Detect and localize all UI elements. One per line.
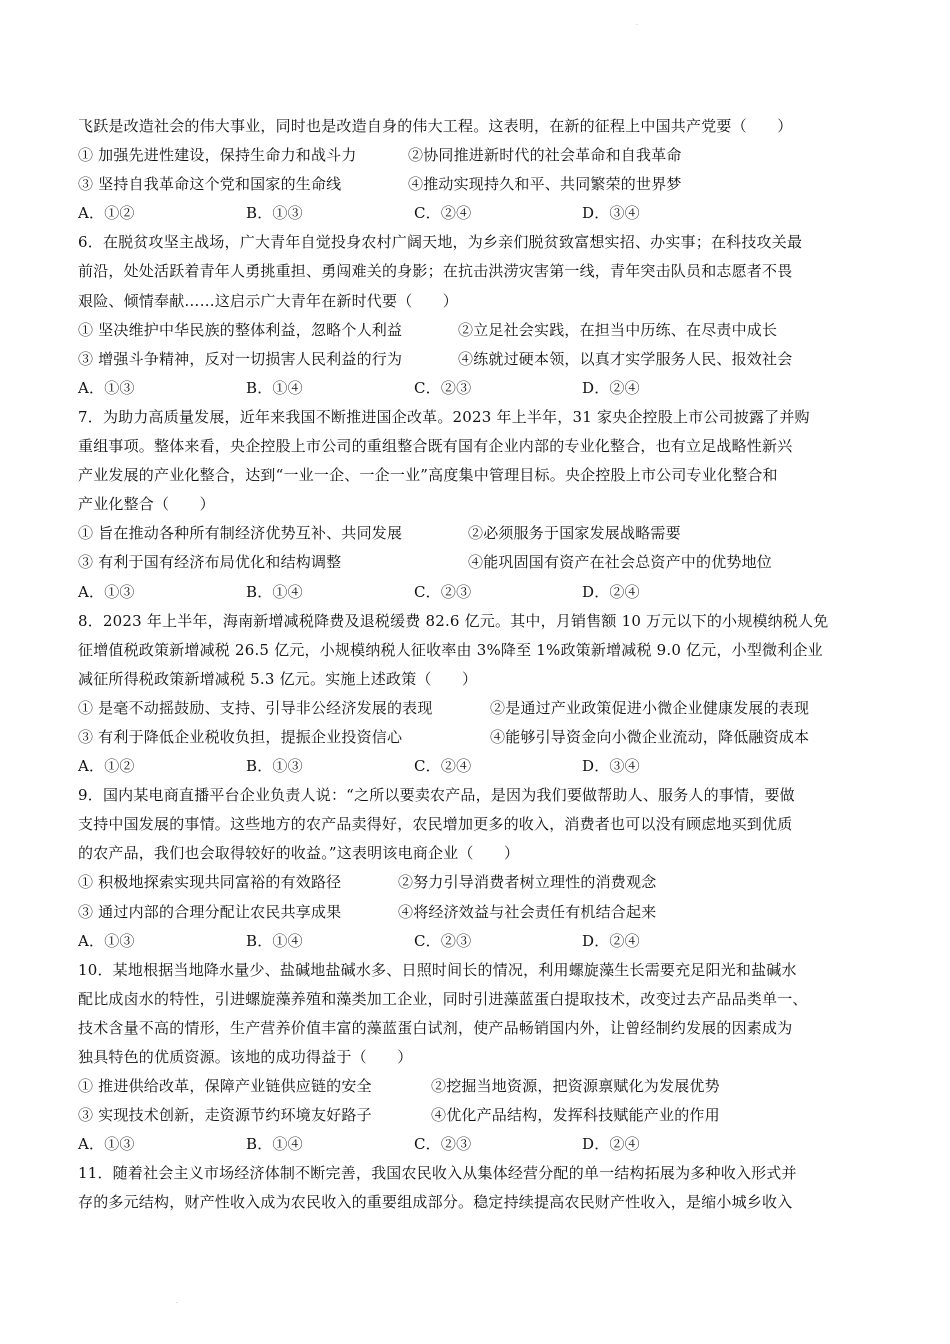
option-1[interactable]: ① 坚决维护中华民族的整体利益，忽略个人利益 — [78, 320, 403, 339]
question-5-options-row-2 — [78, 170, 878, 199]
answer-a[interactable]: A．①② — [78, 757, 135, 776]
question-6-stem-line: 艰险、倾情奉献……这启示广大青年在新时代要（ ） — [78, 291, 459, 310]
option-4[interactable]: ④推动实现持久和平、共同繁荣的世界梦 — [408, 175, 682, 194]
answer-d[interactable]: D．②④ — [582, 378, 640, 397]
answer-d[interactable]: D．③④ — [582, 204, 640, 223]
option-2[interactable]: ②挖掘当地资源，把资源禀赋化为发展优势 — [431, 1077, 720, 1096]
answer-d[interactable]: D．②④ — [582, 582, 640, 601]
question-10-answers — [78, 1130, 878, 1159]
option-1[interactable]: ① 是毫不动摇鼓励、支持、引导非公经济发展的表现 — [78, 698, 433, 717]
question-5-answers — [78, 199, 878, 228]
question-content — [78, 112, 878, 1218]
page-mark-top: · — [636, 22, 638, 29]
question-8-stem-line: 减征所得税政策新增减税 5.3 亿元。实施上述政策（ ） — [78, 669, 478, 688]
question-7-options-row-2 — [78, 548, 878, 577]
question-7-stem-line: 产业化整合（ ） — [78, 495, 215, 514]
question-7-stem-line: 重组事项。整体来看，央企控股上市公司的重组整合既有国有企业内部的专业化整合，也有立足战略性新兴 — [78, 437, 793, 456]
question-9-stem-line: 支持中国发展的事情。这些地方的农产品卖得好，农民增加更多的收入，消费者也可以没有顾虑地买到优质 — [78, 815, 793, 834]
answer-a[interactable]: A．①③ — [78, 1135, 135, 1154]
answer-a[interactable]: A．①③ — [78, 582, 135, 601]
answer-c[interactable]: C．②③ — [414, 378, 472, 397]
question-6-stem-line: 6．在脱贫攻坚主战场，广大青年自觉投身农村广阔天地，为乡亲们脱贫致富想实招、办实事；在科技攻关最 — [78, 233, 803, 252]
option-4[interactable]: ④练就过硬本领，以真才实学服务人民、报效社会 — [458, 349, 793, 368]
answer-b[interactable]: B．①③ — [246, 757, 303, 776]
question-8-stem-line: 8．2023 年上半年，海南新增减税降费及退税缓费 82.6 亿元。其中，月销售额 10 万元以下的小规模纳税人免 — [78, 611, 829, 630]
question-6-stem-line: 前沿，处处活跃着青年人勇挑重担、勇闯难关的身影；在抗击洪涝灾害第一线，青年突击队员和志愿者不畏 — [78, 262, 793, 281]
question-8-options-row-1 — [78, 694, 878, 723]
question-7-options-row-1 — [78, 519, 878, 548]
question-7-stem-line: 7．为助力高质量发展，近年来我国不断推进国企改革。2023 年上半年，31 家央企控股上市公司披露了并购 — [78, 407, 810, 426]
option-3[interactable]: ③ 有利于降低企业税收负担，提振企业投资信心 — [78, 727, 403, 746]
option-4[interactable]: ④能巩固国有资产在社会总资产中的优势地位 — [468, 553, 773, 572]
answer-c[interactable]: C．②③ — [414, 582, 472, 601]
option-1[interactable]: ① 积极地探索实现共同富裕的有效路径 — [78, 873, 342, 892]
answer-b[interactable]: B．①④ — [246, 582, 303, 601]
option-1[interactable]: ① 加强先进性建设，保持生命力和战斗力 — [78, 146, 357, 165]
answer-d[interactable]: D．②④ — [582, 931, 640, 950]
question-7-answers — [78, 578, 878, 607]
page-mark-bottom: · — [176, 1300, 178, 1307]
question-6-options-row-1 — [78, 316, 878, 345]
option-4[interactable]: ④优化产品结构，发挥科技赋能产业的作用 — [431, 1106, 720, 1125]
question-10-options-row-2 — [78, 1101, 878, 1130]
question-7-stem-line: 产业发展的产业化整合，达到“一业一企、一企一业”高度集中管理目标。央企控股上市公司专业化整合和 — [78, 466, 778, 485]
question-9-stem-line: 9．国内某电商直播平台企业负责人说：“之所以要卖农产品，是因为我们要做帮助人、服务人的事情，要做 — [78, 786, 795, 805]
question-10-stem-line: 配比成卤水的特性，引进螺旋藻养殖和藻类加工企业，同时引进藻蓝蛋白提取技术，改变过去产品品类单一、 — [78, 989, 808, 1008]
answer-b[interactable]: B．①④ — [246, 378, 303, 397]
answer-a[interactable]: A．①③ — [78, 378, 135, 397]
question-6-options-row-2 — [78, 345, 878, 374]
question-8-stem-line: 征增值税政策新增减税 26.5 亿元，小规模纳税人征收率由 3%降至 1%政策新增减税 9.0 亿元，小型微利企业 — [78, 640, 823, 659]
question-11-stem-line: 存的多元结构，财产性收入成为农民收入的重要组成部分。稳定持续提高农民财产性收入，是缩小城乡收入 — [78, 1193, 793, 1212]
option-3[interactable]: ③ 有利于国有经济布局优化和结构调整 — [78, 553, 342, 572]
option-2[interactable]: ②是通过产业政策促进小微企业健康发展的表现 — [490, 698, 810, 717]
option-4[interactable]: ④将经济效益与社会责任有机结合起来 — [398, 902, 657, 921]
option-3[interactable]: ③ 实现技术创新，走资源节约环境友好路子 — [78, 1106, 372, 1125]
question-5-options-row-1 — [78, 141, 878, 170]
question-9-stem-line: 的农产品，我们也会取得较好的收益。”这表明该电商企业（ ） — [78, 844, 520, 863]
option-3[interactable]: ③ 增强斗争精神，反对一切损害人民利益的行为 — [78, 349, 403, 368]
question-10-stem-line: 独具特色的优质资源。该地的成功得益于（ ） — [78, 1048, 413, 1066]
answer-b[interactable]: B．①④ — [246, 931, 303, 950]
question-9-options-row-1 — [78, 868, 878, 897]
answer-b[interactable]: B．①④ — [246, 1135, 303, 1154]
question-9-answers — [78, 927, 878, 956]
question-10-options-row-1 — [78, 1072, 878, 1101]
option-2[interactable]: ②立足社会实践，在担当中历练、在尽责中成长 — [458, 320, 778, 339]
question-8-answers — [78, 752, 878, 781]
option-2[interactable]: ②协同推进新时代的社会革命和自我革命 — [408, 146, 682, 165]
question-9-options-row-2 — [78, 898, 878, 927]
answer-c[interactable]: C．②④ — [414, 204, 472, 223]
option-3[interactable]: ③ 坚持自我革命这个党和国家的生命线 — [78, 175, 342, 194]
option-4[interactable]: ④能够引导资金向小微企业流动，降低融资成本 — [490, 727, 810, 746]
option-2[interactable]: ②努力引导消费者树立理性的消费观念 — [398, 873, 657, 892]
question-8-options-row-2 — [78, 723, 878, 752]
question-6-answers — [78, 374, 878, 403]
question-11-stem-line: 11．随着社会主义市场经济体制不断完善，我国农民收入从集体经营分配的单一结构拓展为多种收入形式并 — [78, 1164, 797, 1183]
option-3[interactable]: ③ 通过内部的合理分配让农民共享成果 — [78, 902, 342, 921]
option-2[interactable]: ②必须服务于国家发展战略需要 — [468, 524, 681, 543]
answer-d[interactable]: D．③④ — [582, 757, 640, 776]
option-1[interactable]: ① 推进供给改革，保障产业链供应链的安全 — [78, 1077, 372, 1096]
answer-a[interactable]: A．①② — [78, 204, 135, 223]
answer-c[interactable]: C．②③ — [414, 1135, 472, 1154]
question-10-stem-line: 10．某地根据当地降水量少、盐碱地盐碱水多、日照时间长的情况，利用螺旋藻生长需要充足阳光和盐碱水 — [78, 960, 797, 979]
question-5-stem-line: 飞跃是改造社会的伟大事业，同时也是改造自身的伟大工程。这表明，在新的征程上中国共产党要（ ） — [78, 117, 793, 135]
answer-c[interactable]: C．②③ — [414, 931, 472, 950]
answer-d[interactable]: D．②④ — [582, 1135, 640, 1154]
answer-b[interactable]: B．①③ — [246, 204, 303, 223]
answer-a[interactable]: A．①③ — [78, 931, 135, 950]
option-1[interactable]: ① 旨在推动各种所有制经济优势互补、共同发展 — [78, 524, 403, 543]
question-10-stem-line: 技术含量不高的情形，生产营养价值丰富的藻蓝蛋白试剂，使产品畅销国内外，让曾经制约发展的因素成为 — [78, 1018, 793, 1037]
answer-c[interactable]: C．②④ — [414, 757, 472, 776]
